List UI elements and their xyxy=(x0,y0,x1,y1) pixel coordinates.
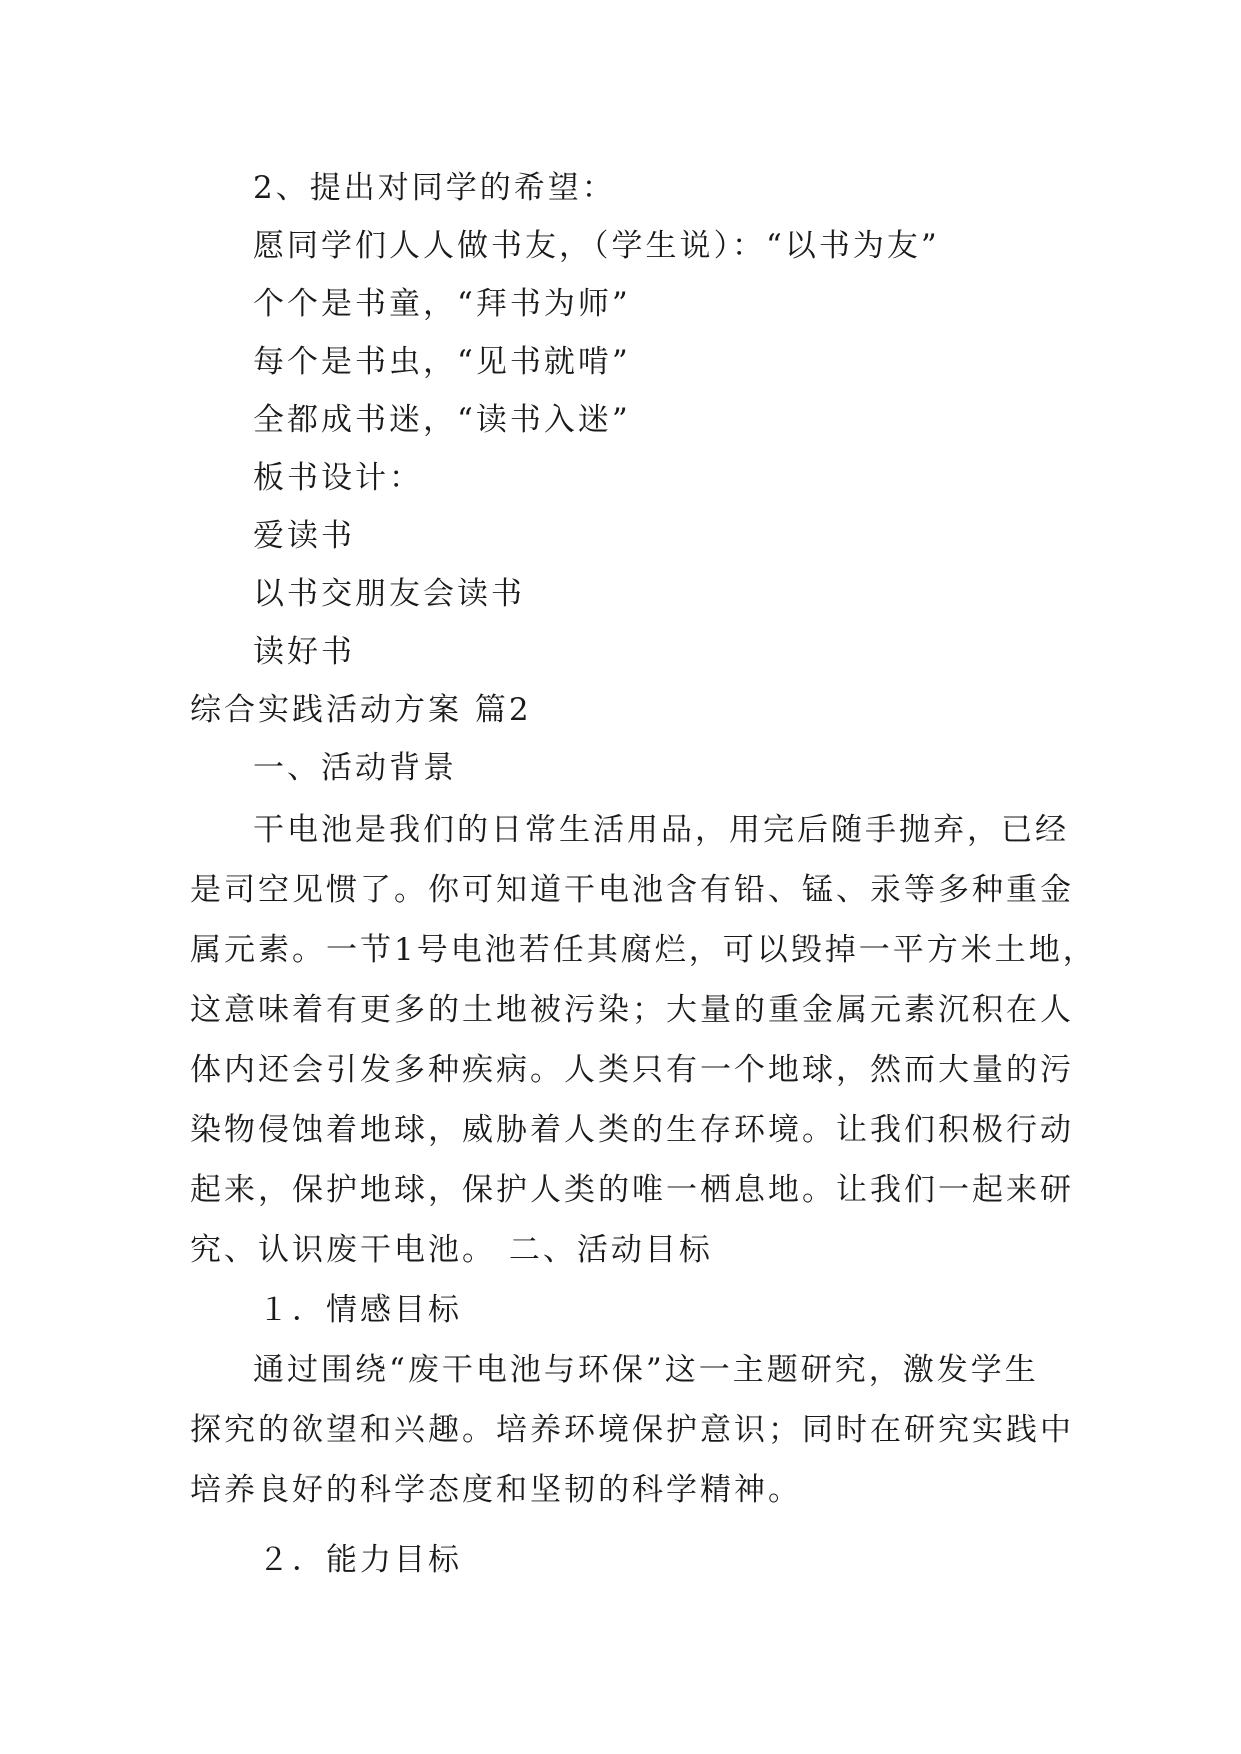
paragraph-line: 培养良好的科学态度和坚韧的科学精神。 xyxy=(190,1472,802,1508)
paragraph-line: 通过围绕“废干电池与环保”这一主题研究，激发学生 xyxy=(253,1352,1039,1388)
text-line: 2、提出对同学的希望： xyxy=(253,170,616,206)
subheading: 一、活动背景 xyxy=(253,750,457,786)
paragraph-line: 起来，保护地球，保护人类的唯一栖息地。让我们一起来研 xyxy=(190,1172,1074,1208)
text-line: 爱读书 xyxy=(253,518,355,554)
section-heading: 综合实践活动方案 篇2 xyxy=(190,692,532,728)
text-line: 全都成书迷，“读书入迷” xyxy=(253,402,631,438)
paragraph-line: 染物侵蚀着地球，威胁着人类的生存环境。让我们积极行动 xyxy=(190,1112,1074,1148)
text-line: 以书交朋友会读书 xyxy=(253,576,525,612)
text-line: 个个是书童，“拜书为师” xyxy=(253,286,631,322)
subheading: ２．能力目标 xyxy=(258,1542,462,1578)
subheading: １．情感目标 xyxy=(258,1292,462,1328)
paragraph-line: 体内还会引发多种疾病。人类只有一个地球，然而大量的污 xyxy=(190,1052,1074,1088)
text-line: 愿同学们人人做书友，（学生说）：“以书为友” xyxy=(253,228,940,264)
paragraph-line: 这意味着有更多的土地被污染；大量的重金属元素沉积在人 xyxy=(190,992,1074,1028)
text-line: 读好书 xyxy=(253,634,355,670)
paragraph-line: 探究的欲望和兴趣。培养环境保护意识；同时在研究实践中 xyxy=(190,1412,1074,1448)
paragraph-line: 究、认识废干电池。 二、活动目标 xyxy=(190,1232,713,1268)
text-line: 板书设计： xyxy=(253,460,423,496)
paragraph-line: 干电池是我们的日常生活用品，用完后随手抛弃，已经 xyxy=(253,812,1069,848)
paragraph-line: 是司空见惯了。你可知道干电池含有铅、锰、汞等多种重金 xyxy=(190,872,1074,908)
paragraph-line: 属元素。一节1号电池若任其腐烂，可以毁掉一平方米土地， xyxy=(190,932,1097,968)
text-line: 每个是书虫，“见书就啃” xyxy=(253,344,631,380)
